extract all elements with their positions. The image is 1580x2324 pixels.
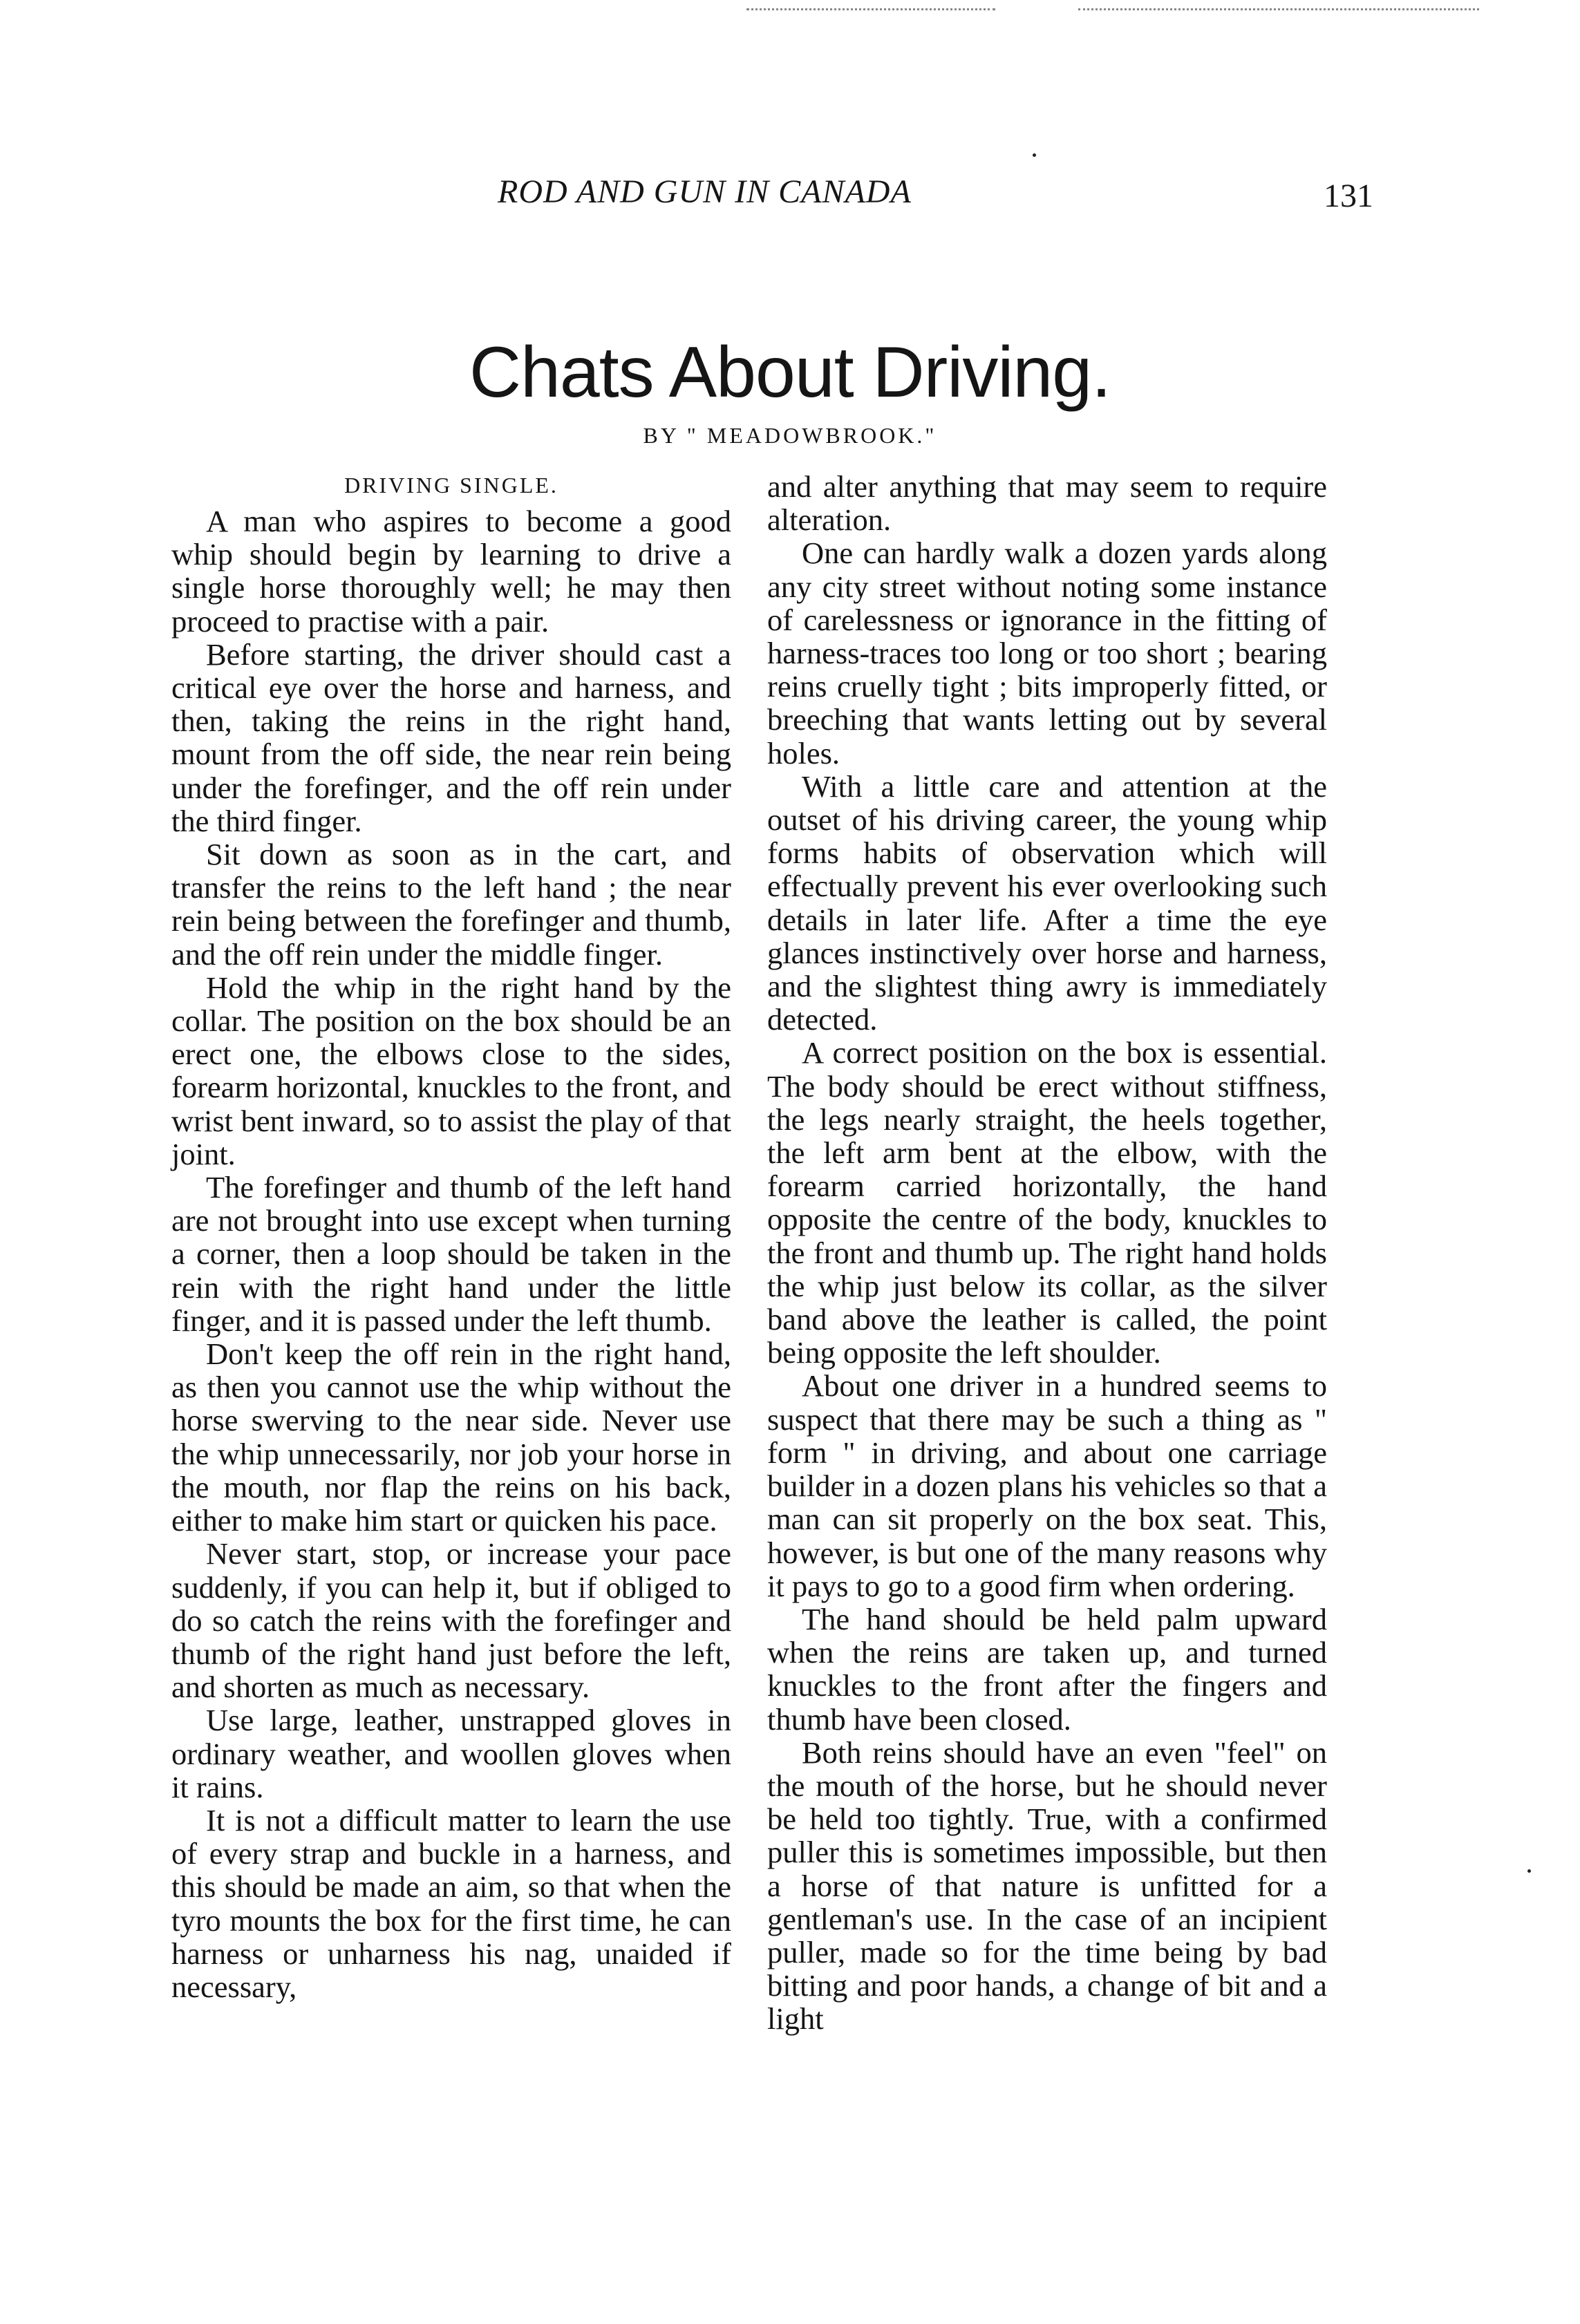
paragraph: One can hardly walk a dozen yards along any city street without noting some instance of carelessness or ignorance in the fitting of harness-traces too long or too short ; bearing reins cruelly tight ; bits improperly fitted, or breeching that wants letting out by several holes. — [767, 536, 1327, 771]
paragraph: With a little care and attention at the outset of his driving career, the young whip forms habits of observation which will effectually prevent his ever overlooking such details in later life. After a time the eye glances instinctively over horse and harness, and the slightest thing awry is immediately detected. — [767, 768, 1327, 1037]
paragraph: Before starting, the driver should cast a critical eye over the horse and harness, and then, taking the reins in the right hand, mount from the off side, the near rein being under the forefinger, and the off rein under the third finger. — [171, 636, 731, 838]
paragraph-continued: and alter anything that may seem to require alteration. — [767, 469, 1327, 538]
paragraph: Never start, stop, or increase your pace suddenly, if you can help it, but if obliged to do so catch the reins with the forefinger and thumb of the right hand just before the left, and shorten as much as necessary. — [171, 1536, 731, 1705]
page-number: 131 — [1324, 178, 1373, 214]
paragraph: Hold the whip in the right hand by the collar. The position on the box should be an erect one, the elbows close to the sides, forearm horizontal, knuckles to the front, and wrist bent inward, so to assist the play of that joint. — [171, 970, 731, 1171]
paragraph: Don't keep the off rein in the right hand, as then you cannot use the whip without the horse swerving to the near side. Never use the whip unnecessarily, nor job your horse in the mouth, nor flap the reins on his back, either to make him start or quicken his pace. — [171, 1336, 731, 1538]
article-byline: BY " MEADOWBROOK." — [643, 423, 937, 448]
paragraph: The forefinger and thumb of the left hand are not brought into use except when turning a corner, then a loop should be taken in the rein with the right hand under the little finger, and it is passed under the left thumb. — [171, 1170, 731, 1338]
left-column — [171, 470, 731, 2003]
section-heading: DRIVING SINGLE. — [344, 473, 558, 498]
paragraph: Use large, leather, unstrapped gloves in ordinary weather, and woollen gloves when it rains. — [171, 1703, 731, 1804]
running-title: ROD AND GUN IN CANADA — [498, 173, 912, 210]
article-title: Chats About Driving. — [469, 332, 1111, 413]
print-speck — [1527, 1869, 1531, 1873]
paragraph: A man who aspires to become a good whip should begin by learning to drive a single horse thoroughly well; he may then proceed to practise with a pair. — [171, 504, 731, 639]
paragraph: Both reins should have an even "feel" on the mouth of the horse, but he should never be held too tightly. True, with a confirmed puller this is sometimes impossible, but then a horse of that nature is unfitted for a gentleman's use. In the case of an incipient puller, made so for the time being by bad bitting and poor hands, a change of bit and a light — [767, 1735, 1327, 2037]
paragraph: A correct position on the box is essential. The body should be erect without stiffness, the legs nearly straight, the heels together, the left arm bent at the elbow, with the forearm carried horizontally, the hand opposite the centre of the body, knuckles to the front and thumb up. The right hand holds the whip just below its collar, as the silver band above the leather is called, the point being opposite the left shoulder. — [767, 1035, 1327, 1370]
paragraph: It is not a difficult matter to learn the use of every strap and buckle in a harness, and this should be made an aim, so that when the tyro mounts the box for the first time, he can harness or unharness his nag, unaided if necessary, — [171, 1802, 731, 2004]
print-speck — [1033, 153, 1036, 157]
right-column — [767, 470, 1327, 2036]
scan-edge-rule — [746, 8, 995, 10]
paragraph: About one driver in a hundred seems to suspect that there may be such a thing as " form " in driving, and about one carriage builder in a dozen plans his vehicles so that a man can sit properly on the box seat. This, however, is but one of the many reasons why it pays to go to a good firm when ordering. — [767, 1368, 1327, 1603]
paragraph: The hand should be held palm upward when the reins are taken up, and turned knuckles to the front after the fingers and thumb have been closed. — [767, 1601, 1327, 1737]
paragraph: Sit down as soon as in the cart, and transfer the reins to the left hand ; the near rein being between the forefinger and thumb, and the off rein under the middle finger. — [171, 837, 731, 972]
scan-edge-rule — [1078, 8, 1479, 10]
